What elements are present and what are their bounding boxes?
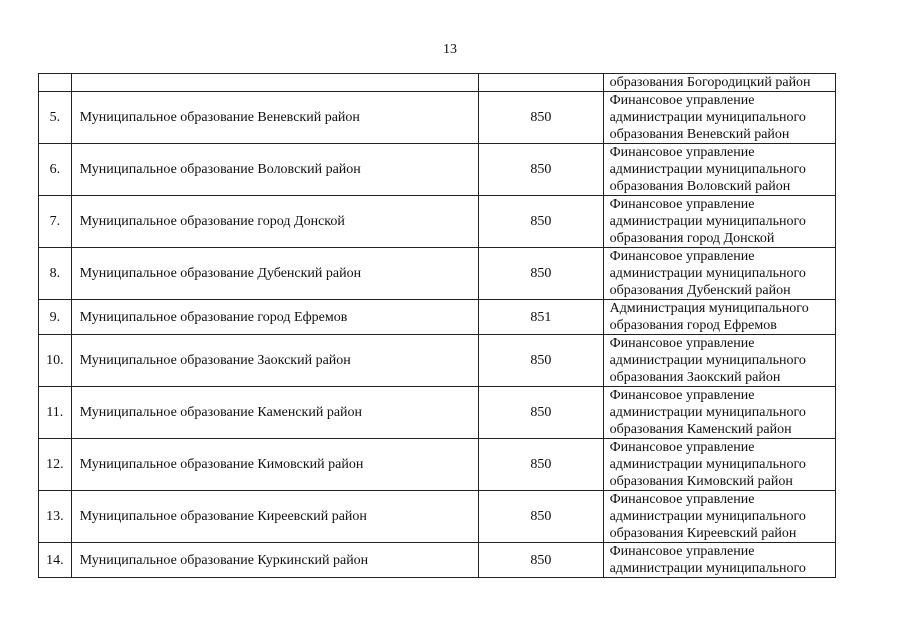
org-line: Финансовое управление [609, 492, 755, 507]
org-line: образования Киреевский район [609, 526, 797, 541]
table-row [39, 439, 836, 491]
table-row [39, 300, 836, 335]
org-line: администрации муниципального [609, 509, 806, 524]
row-org [603, 144, 835, 196]
row-code: 850 [479, 491, 603, 543]
row-number: 11. [39, 387, 72, 439]
row-code: 850 [479, 196, 603, 248]
row-name: Муниципальное образование Веневский район [71, 92, 479, 144]
row-code: 850 [479, 144, 603, 196]
row-number: 13. [39, 491, 72, 543]
row-number: 7. [39, 196, 72, 248]
table-row [39, 196, 836, 248]
table-row [39, 335, 836, 387]
org-line: Финансовое управление [609, 388, 755, 403]
row-code: 850 [479, 387, 603, 439]
row-code: 850 [479, 335, 603, 387]
page-number: 13 [443, 42, 457, 57]
org-line: образования Воловский район [609, 179, 791, 194]
table-row [39, 491, 836, 543]
org-line: образования Каменский район [609, 422, 792, 437]
municipal-table [38, 73, 836, 578]
row-number: 9. [39, 300, 72, 335]
table-row [39, 543, 836, 578]
row-org [603, 335, 835, 387]
org-line: Администрация муниципального [609, 301, 809, 316]
row-number [39, 74, 72, 92]
row-org [603, 248, 835, 300]
table-row [39, 74, 836, 92]
org-line: администрации муниципального [609, 214, 806, 229]
row-code: 850 [479, 439, 603, 491]
org-line: образования Веневский район [609, 127, 790, 142]
table-row [39, 92, 836, 144]
org-line: Финансовое управление [609, 544, 755, 559]
org-line: образования Богородицкий район [609, 75, 811, 90]
row-name: Муниципальное образование Куркинский район [71, 543, 479, 578]
org-line: администрации муниципального [609, 457, 806, 472]
table-row [39, 387, 836, 439]
org-line: Финансовое управление [609, 336, 755, 351]
row-name: Муниципальное образование город Донской [71, 196, 479, 248]
org-line: образования Кимовский район [609, 474, 793, 489]
row-name: Муниципальное образование Заокский район [71, 335, 479, 387]
row-number: 5. [39, 92, 72, 144]
org-line: администрации муниципального [609, 266, 806, 281]
row-name: Муниципальное образование Воловский район [71, 144, 479, 196]
row-org [603, 92, 835, 144]
row-name: Муниципальное образование Киреевский район [71, 491, 479, 543]
row-name: Муниципальное образование Кимовский район [71, 439, 479, 491]
row-name [71, 74, 479, 92]
row-number: 10. [39, 335, 72, 387]
row-code: 850 [479, 248, 603, 300]
row-number: 6. [39, 144, 72, 196]
org-line: образования Дубенский район [609, 283, 791, 298]
table-row [39, 144, 836, 196]
org-line: образования Заокский район [609, 370, 781, 385]
org-line: Финансовое управление [609, 249, 755, 264]
org-line: администрации муниципального [609, 110, 806, 125]
row-number: 14. [39, 543, 72, 578]
org-line: администрации муниципального [609, 405, 806, 420]
row-name: Муниципальное образование Каменский район [71, 387, 479, 439]
org-line: Финансовое управление [609, 197, 755, 212]
org-line: Финансовое управление [609, 145, 755, 160]
table-row [39, 248, 836, 300]
org-line: образования город Ефремов [609, 318, 777, 333]
org-line: Финансовое управление [609, 93, 755, 108]
org-line: администрации муниципального [609, 353, 806, 368]
org-line: администрации муниципального [609, 162, 806, 177]
row-code: 850 [479, 543, 603, 578]
row-number: 12. [39, 439, 72, 491]
org-line: администрации муниципального [609, 561, 806, 576]
row-org [603, 74, 835, 92]
row-org [603, 491, 835, 543]
row-code: 850 [479, 92, 603, 144]
row-org [603, 543, 835, 578]
row-org [603, 387, 835, 439]
org-line: образования город Донской [609, 231, 775, 246]
row-code: 851 [479, 300, 603, 335]
row-org [603, 300, 835, 335]
row-number: 8. [39, 248, 72, 300]
row-name: Муниципальное образование Дубенский район [71, 248, 479, 300]
row-org [603, 439, 835, 491]
row-code [479, 74, 603, 92]
row-name: Муниципальное образование город Ефремов [71, 300, 479, 335]
row-org [603, 196, 835, 248]
org-line: Финансовое управление [609, 440, 755, 455]
